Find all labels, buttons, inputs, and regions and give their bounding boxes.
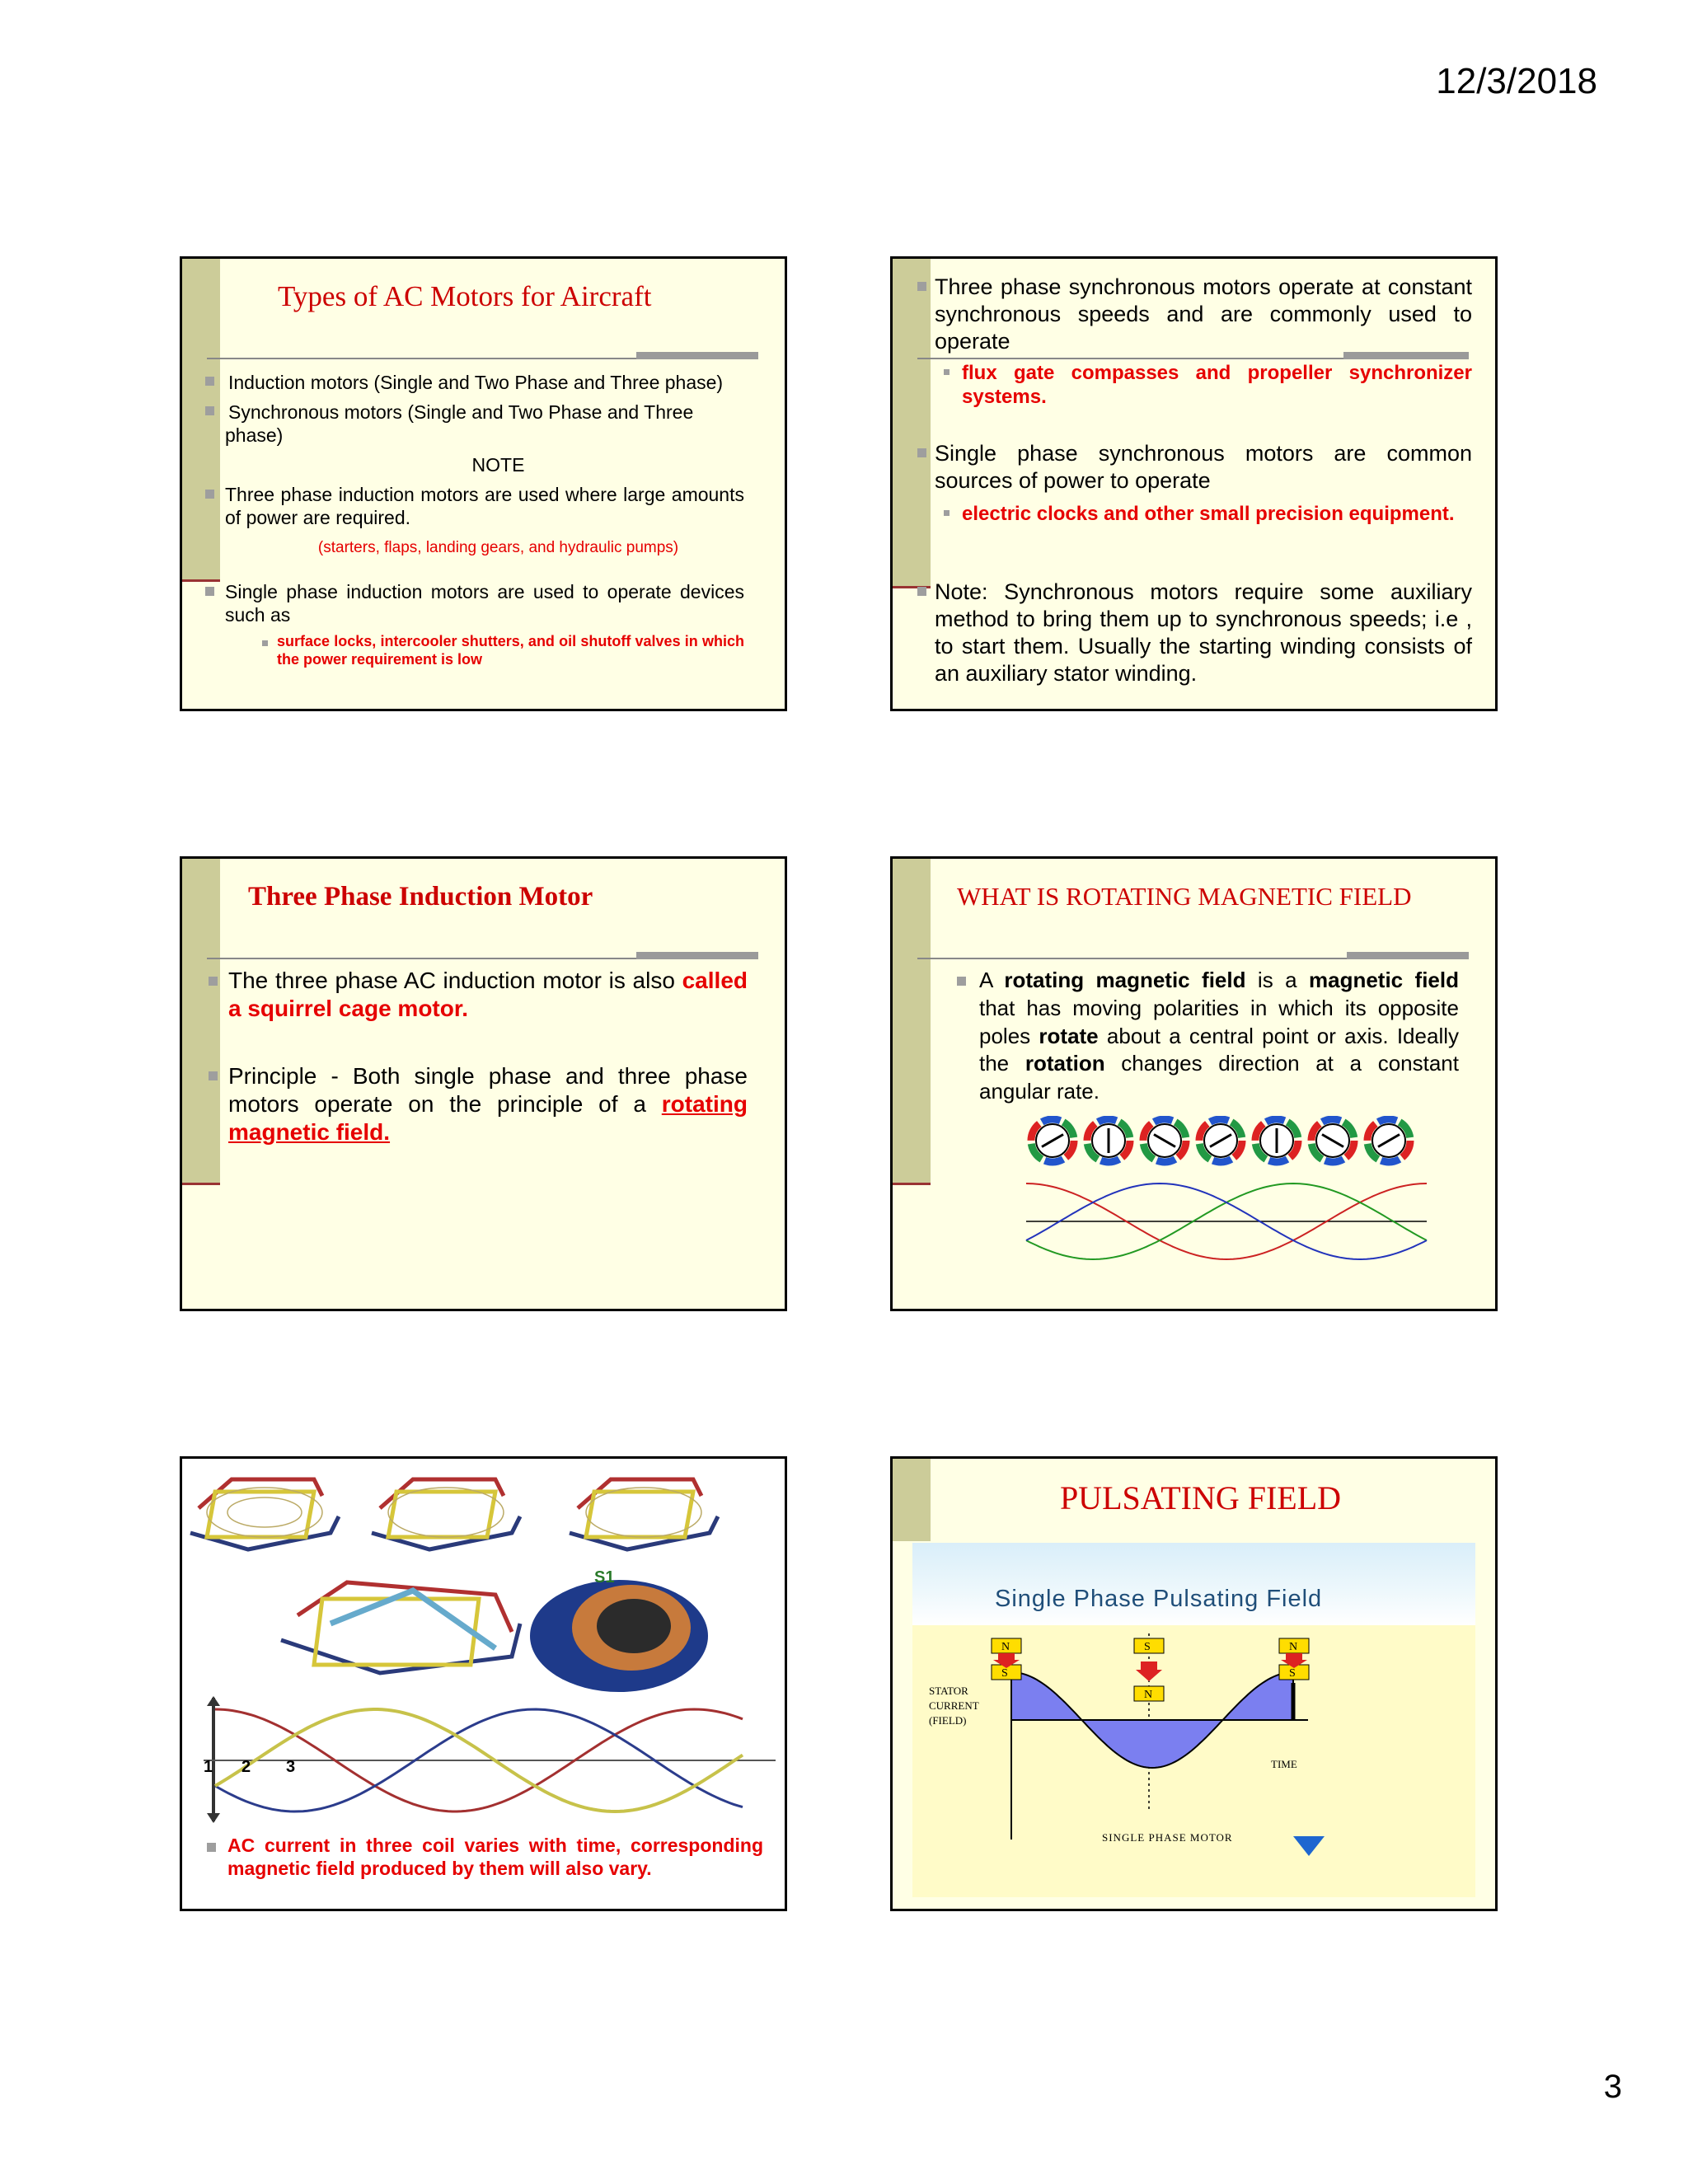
slide-types-of-ac-motors [180,256,787,711]
text-run: that has moving polarities in which its opposite poles [979,995,1459,1048]
slide-title: WHAT IS ROTATING MAGNETIC FIELD [957,882,1412,911]
page-number: 3 [1603,2069,1622,2105]
axis-label: (FIELD) [929,1714,967,1727]
sub-bullet-marker [944,510,950,516]
text-bold: rotate [1039,1023,1099,1048]
phase-waveform-plot [204,1696,776,1823]
figure-banner-title: Single Phase Pulsating Field [995,1586,1323,1612]
figure-banner [912,1543,1475,1625]
slide-pulsating-field [890,1456,1498,1911]
sub-bullet-marker [944,369,950,375]
pole-pair-3 [1279,1638,1309,1680]
bullet-marker [205,587,214,596]
pole-label: N [1144,1689,1153,1701]
text-bold: magnetic field [1308,968,1459,992]
coil-assembly-3 [570,1479,718,1549]
down-triangle-icon [1293,1836,1325,1856]
side-bar-tick [893,1183,931,1185]
rotor-icon [1255,1119,1298,1162]
rotor-icon [1031,1119,1074,1162]
pole-pair-1 [992,1638,1021,1680]
slide-synchronous-motors [890,256,1498,711]
pulsating-field-figure [912,1543,1475,1897]
rotor-icon [1367,1119,1410,1162]
pole-pair-2 [1134,1638,1164,1701]
bullet-text: Principle - Both single phase and three phase motors operate on the principle of a [228,1063,748,1118]
figure-caption: SINGLE PHASE MOTOR [1102,1831,1233,1844]
bullet-single-phase-induction: Single phase induction motors are used to operate devices such as [225,581,744,626]
sub-flux-gate: flux gate compasses and propeller synchronizer systems. [962,362,1472,409]
text-run: changes direction at a constant angular rate. [979,1051,1459,1104]
bullet-marker [917,587,926,596]
bullet-text: The three phase AC induction motor is also [228,968,682,993]
motor-illustration [530,1568,708,1692]
bullet-marker [207,1843,216,1852]
slide-three-coil-fields [180,1456,787,1911]
sub-three-phase-uses: (starters, flaps, landing gears, and hydraulic pumps) [317,539,679,556]
slide-side-bar [182,859,220,1183]
page-date: 12/3/2018 [1436,61,1597,101]
rotating-field-diagram [1025,1116,1428,1297]
bullet-rmf-definition [979,967,1459,1106]
bullet-three-phase-induction: Three phase induction motors are used where large amounts of power are required. [225,484,744,529]
bullet-marker [917,282,926,291]
axis-label: STATOR [929,1685,968,1697]
bullet-squirrel-cage [228,967,748,1023]
rotor-icon [1311,1119,1354,1162]
note-label: NOTE [471,454,525,476]
slide-side-bar [893,259,931,586]
text-run: A [979,968,1005,992]
coil-assembly-1 [190,1479,339,1549]
bullet-note-sync: Note: Synchronous motors require some auxiliary method to bring them up to synchronous speeds; i.e , to start them. Usually the starting winding consists of an auxiliary stator winding. [935,579,1472,686]
bullet-principle [228,1062,748,1146]
bullet-highlight: rotating magnetic field. [228,1091,748,1146]
bullet-induction-motors: Induction motors (Single and Two Phase and Three phase) [228,372,724,393]
slide-three-phase-induction [180,856,787,1311]
bullet-marker [209,1071,218,1080]
slide-title: Types of AC Motors for Aircraft [278,280,652,312]
bullet-marker [205,377,214,386]
bullet-marker [917,448,926,457]
sub-bullet-marker [262,640,268,646]
side-bar-tick [182,1183,220,1185]
bullet-synchronous-motors: Synchronous motors (Single and Two Phase and Three phase) [225,401,694,447]
text-run: about a central point or axis. Ideally the [979,1023,1459,1076]
side-bar-tick [182,579,220,582]
caption-ac-current: AC current in three coil varies with time, corresponding magnetic field produced by them will also vary. [227,1835,763,1880]
slide-side-bar [182,259,220,580]
pole-label: N [1001,1641,1010,1653]
pole-label: S [1144,1641,1151,1653]
bullet-marker [957,977,966,986]
pulsating-waveform [912,1625,1475,1897]
bullet-marker [205,490,214,499]
text-run: is a [1245,968,1309,992]
axis-label: CURRENT [929,1699,979,1712]
sub-electric-clocks: electric clocks and other small precision equipment. [962,503,1455,525]
slide-side-bar [893,859,931,1183]
phase-tick-label: 2 [241,1758,251,1776]
slide-title: PULSATING FIELD [1059,1479,1342,1516]
pole-label: S [1001,1667,1008,1680]
pole-label: S [1289,1667,1296,1680]
coil-assembly-2 [372,1479,520,1549]
slide-title: Three Phase Induction Motor [248,882,593,912]
rotor-icon [1087,1119,1130,1162]
text-bold: rotation [1025,1051,1105,1076]
three-coil-illustration [182,1459,785,1830]
bullet-single-phase-sync: Single phase synchronous motors are common sources of power to operate [935,441,1472,493]
text-bold: rotating magnetic field [1004,968,1246,992]
bullet-three-phase-sync: Three phase synchronous motors operate at constant synchronous speeds and are commonly used to operate [935,274,1472,354]
bullet-highlight: called a squirrel cage motor. [228,968,748,1022]
rotor-icon [1143,1119,1186,1162]
phase-tick-label: 3 [286,1758,296,1776]
title-rule-accent [636,952,758,959]
rotor-icon [1199,1119,1242,1162]
sub-single-phase-uses: surface locks, intercooler shutters, and oil shutoff valves in which the power requirement is low [277,633,744,668]
bullet-marker [209,977,218,986]
pole-label: N [1289,1641,1298,1653]
bullet-marker [205,406,214,415]
axis-label: TIME [1271,1758,1297,1770]
coil-label: S1 [594,1568,615,1586]
phase-tick-label: 1 [204,1758,213,1776]
coil-assembly-combined [281,1582,520,1673]
title-rule-accent [636,352,758,359]
slide-rotating-magnetic-field [890,856,1498,1311]
title-rule-accent [1347,952,1469,959]
